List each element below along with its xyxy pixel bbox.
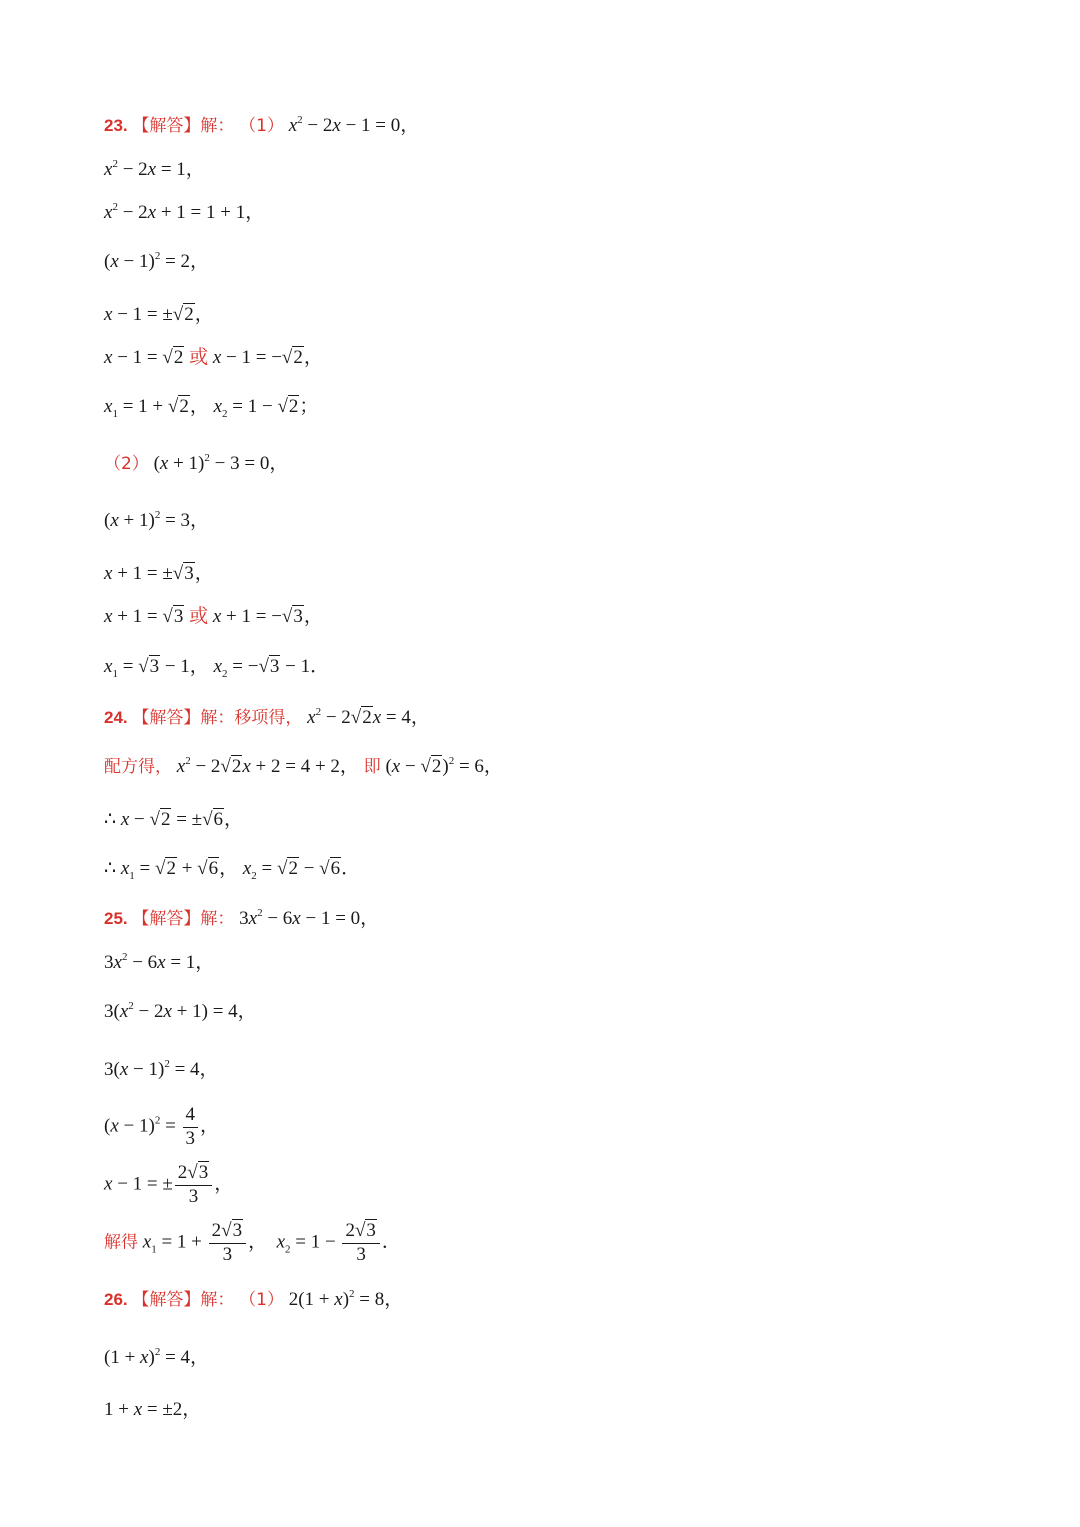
equation-line: $x^2 - 2x = 1$， [104,158,205,180]
equation-line: $(x - 1)^2$ = $\frac{4}{3}$ ， [104,1104,220,1149]
answer-label: 【解答】解： [132,1290,235,1310]
problem-number: 26. [104,1290,128,1309]
equation-line: ∴ $x_1 = √2 + √6$， $x_2 = √2 - √6$． [104,858,361,882]
equation-line: $3(x - 1)^2 = 4$， [104,1058,219,1080]
equation-line: x + 1 = ±√3， [104,563,214,584]
equation-line: $(x - 1)^2 = 2$， [104,250,210,272]
equation: $x^2 - 2x - 1 = 0$， [288,114,420,136]
part-label: （2） [104,454,149,474]
problem-number: 24. [104,708,128,727]
p24-header: 24. 【解答】解：移项得， $x^2 - 2√2x = 4$， [104,706,430,728]
equation-line: （2） $(x + 1)^2 - 3 = 0$， [104,452,289,474]
problem-number: 23. [104,116,128,135]
equation-line: $x_1 = 1 + √2$， $x_2 = 1 - √2$； [104,396,319,420]
complete-square-label: 配方得， [104,757,172,777]
equation-line: ∴ x − √2 = ±√6， [104,809,244,830]
equation-line: $x_1 = √3 - 1$， $x_2 = -√3 - 1$． [104,656,330,680]
equation-line: $(1 + x)^2 = 4$， [104,1346,210,1368]
equation-line: 1 + x = ±2， [104,1399,202,1420]
p25-header: 25. 【解答】解： $3x^2 - 6x - 1 = 0$， [104,907,380,929]
problem-number: 25. [104,909,128,928]
or-word: 或 [189,347,209,368]
equation-line: x − 1 = ±√2， [104,304,214,325]
equation-line: $3(x^2 - 2x + 1) = 4$， [104,1000,257,1022]
p26-header: 26. 【解答】解： （1） $2(1 + x)^2 = 8$， [104,1288,404,1310]
ie-label: 即 [363,757,381,777]
equation-line: 配方得， $x^2 - 2√2x + 2 = 4 + 2$， 即 $(x - √2)^2 = 6$， [104,755,503,777]
equation-line: $x^2 - 2x + 1 = 1 + 1$， [104,201,265,223]
part-label: （1） [239,1290,284,1310]
equation-line: x − 1 = √2 或 x − 1 = −√2， [104,347,323,368]
equation-line: $3x^2 - 6x = 1$， [104,951,215,973]
solve-label: 解得 [104,1232,138,1253]
or-word: 或 [189,606,209,627]
part-label: （1） [239,116,284,136]
equation-line: 解得 $x_1 = 1$ + $\frac{2√3}{3}$ ， $x_2 = 1$ − $\frac{2√3}{3}$ ． [104,1220,401,1265]
answer-label: 【解答】解： [132,116,235,136]
answer-label: 【解答】解： [132,909,235,929]
equation-line: $(x + 1)^2 = 3$， [104,509,210,531]
equation-line: x + 1 = √3 或 x + 1 = −√3， [104,606,323,627]
equation-line: x − 1 = ± $\frac{2√3}{3}$ ， [104,1162,234,1207]
p23-header [104,113,419,139]
answer-label: 【解答】解：移项得， [132,708,303,728]
